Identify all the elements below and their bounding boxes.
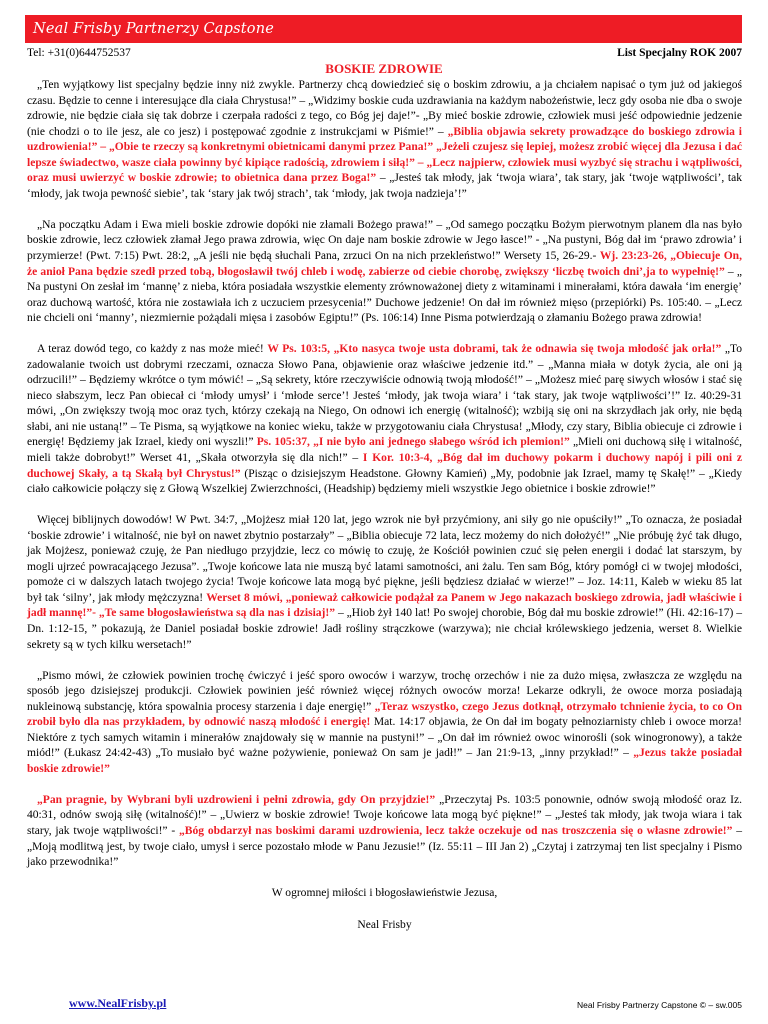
header-banner (25, 15, 742, 43)
body-text: „Na początku Adam i Ewa mieli boskie zdrowie dopóki nie złamali Bożego prawa!” – „Od samego początku Bożym pierwotnym planem dla nas było boskie zdrowie, lecz człowiek złamał Jego prawa zdrowia, więc On daje nam boskie zdrowie w Jego łasce!” - „Na pustyni, Bóg dał im ‘prawo zdrowia’ i przymierze! (Pwt. 7:15) Pwt. 28:2, „A jeśli nie będą słuchali Pana, zrzuci On na nich przekleństwo!” Wersety 15, 26-29.- (27, 218, 742, 262)
body-text: Więcej biblijnych dowodów! W Pwt. 34:7, „Mojżesz miał 120 lat, jego wzrok nie był przyćmiony, ani siły go nie opuściły!” „To oznacza, że posiadał ‘boskie zdrowie’ i witalność, nie był on nawet zbytnio postarzały” – „Biblia obiecuje 72 lata, lecz możemy do nich dołożyć!” „Nie próbuję żyć tak długo, jak Mojżesz, ponieważ czuję, że Pan niedługo przyjdzie, lecz co mówię to czuję, że Kościół powinien czuć się pełen energii i dodać lat starszym, by mogli ujrzeć powracającego Jezusa”. „Twoje końcowe lata nie muszą być latami samotności, ani żalu. Ten sam Bóg, który pomógł ci w twojej młodości, pomoże ci w dalszych latach twojego życia! Twoje końcowe lata mogą być piękne, jeśli będziesz działać w wierze!” – Joz. 14:11, Kaleb w wieku 85 lat był tak ‘silny’, jak młody mężczyzna! (27, 514, 742, 604)
emphasis-text: „Jezus także posiadał boskie zdrowie!” (27, 747, 742, 775)
paragraph (27, 342, 742, 497)
paragraph (27, 513, 742, 653)
paragraph (27, 669, 742, 778)
letter-label: List Specjalny ROK 2007 (617, 47, 742, 59)
emphasis-text: „Bóg obdarzył nas boskimi darami uzdrowienia, lecz także oczekuje od nas troszczenia się o własne zdrowie!” (179, 825, 733, 838)
website-link[interactable]: www.NealFrisby.pl (69, 996, 167, 1010)
paragraph (27, 78, 742, 202)
emphasis-text: W Ps. 103:5, „Kto nasyca twoje usta dobrami, tak że odnawia się twoja młodość jak orła!” (267, 343, 722, 356)
body-text: Mat. 14:17 objawia, że On dał im bogaty pełnoziarnisty chleb i owoce morza! Niektóre z tych samych witamin i minerałów znajdowały się w mannie na pustyni!” – „On dał im również owoc winorośli (sok winogronowy), a także miód!” (Łukasz 24:42-43) „To musiało być ważne pożywienie, ponieważ On sam je jadł!” – Jan 21:9-13, „inny przykład!” – (27, 716, 742, 760)
emphasis-text: Werset 8 mówi, „ponieważ całkowicie podążał za Panem w Jego nakazach boskiego zdrowia, jadł właściwie i jadł mannę!”- „Te same błogosławieństwa są dla nas i dzisiaj!” (27, 591, 742, 620)
emphasis-text: I Kor. 10:3-4, „Bóg dał im duchowy pokarm i duchowy napój i pili oni z duchowej Skały, a tą Skałą był Chrystus!” (27, 452, 742, 480)
emphasis-text: „Pan pragnie, by Wybrani byli uzdrowieni i pełni zdrowia, gdy On przyjdzie!” (37, 793, 436, 806)
emphasis-text: „Biblia objawia sekrety prowadzące do boskiego zdrowia i uzdrowienia!” – „Obie te rzeczy są konkretnymi obietnicami danymi przez Pana!” „Jeżeli czujesz się lepiej, możesz zrobić więcej dla Jezusa i dać lepsze świadectwo, wasze ciała powinny być kipiące radością, zdrowiem i siłą!” – „Lecz najpierw, człowiek musi wyzbyć się strachu i wątpliwości, oraz musi uwierzyć w boskie zdrowie; to obietnica dana przez Boga!” (27, 125, 742, 185)
closing-line: W ogromnej miłości i błogosławieństwie Jezusa, (271, 887, 498, 900)
letter-body (27, 78, 742, 949)
document-title: BOSKIE ZDROWIE (325, 61, 443, 76)
body-text: A teraz dowód tego, co każdy z nas może mieć! (37, 343, 268, 356)
paragraph (27, 218, 742, 327)
banner-title: Neal Frisby Partnerzy Capstone (33, 21, 275, 37)
body-text: „Mieli oni duchową siłę i witalność, mieli także dobrobyt!” Werset 41, „Skała otworzyła się dla nich!” – (27, 436, 742, 465)
emphasis-text: Wj. 23:23-26, „Obiecuje On, że anioł Pana będzie szedł przed tobą, błogosławił twój chleb i wodę, zabierze od ciebie chorobę, zwiększy ‘liczbę twoich dni’,ja to wypełnię!” (27, 249, 742, 278)
body-text: „To zadowalanie twoich ust dobrymi rzeczami, oznacza Słowo Pana, objawienie oraz właściwe jedzenie itd.” – „Manna miała w dotyk życia, ale oni ją odrzucili!” – Będziemy wkrótce o tym mówić! – „Są sekrety, które rzeczywiście odnowią twoją młodość!” – „Możesz mieć parę siwych włosów i stać się nieco słabszym, lecz Pan obiecał ci ‘młody umysł’ i ‘młode serce’! Jesteś ‘młody, jak twoja wiara’ i ‘tak stary, jak twoje wątpliwości’!” Iz. 40:29-31 mówi, „On zwiększy twoją moc oraz tych, którzy czekają na Niego, On odnowi ich energię (witalność); wzbiją się oni na skrzydłach jak orły, nie będą słabi, ani nie ustaną!” – Te Pisma, są wyjątkowe na koniec wieku, także w przygotowaniu ciała Chrystusa! „Młody, czy stary, Biblia obiecuje ci zdrowie i energię! Będziemy jak Izrael, kiedy oni wyszli!” (27, 343, 742, 449)
body-text: „Ten wyjątkowy list specjalny będzie inny niż zwykle. Partnerzy chcą dowiedzieć się o boskim zdrowiu, a ja chciałem napisać o tym już od jakiegoś czasu. Będzie to cenne i interesujące dla ciała Chrystusa!” – „Widzimy boskie cuda uzdrawiania na każdym nabożeństwie, lecz gdy osoba nie dba o swoje zdrowie, nie będzie ciała się tak dobrze i czerpała radości z tego, co Bóg jej daje!”- „By mieć boskie zdrowie, człowiek musi jeść odpowiednie jedzenie (nie chodzi o to ile jesz, ale co jesz) i postępować zgodnie z instrukcjami w Piśmie!” – (27, 79, 742, 138)
signature: Neal Frisby (357, 918, 412, 931)
body-text: „Pismo mówi, że człowiek powinien trochę ćwiczyć i jeść sporo owoców i warzyw, trochę orzechów i nie za dużo mięsa, zwłaszcza ze względu na sposób jego dzisiejszej produkcji. Człowiek powinien jeść również więcej różnych owoców morza! Lekarze odkryli, że owoce morza posiadają nukleinową substancję, która spowalnia procesy starzenia i daje energię!” (27, 669, 742, 713)
body-text: – „ Na pustyni On zesłał im ‘mannę’ z nieba, która posiadała wszystkie elementy zrównoważonej diety z witaminami i minerałami, która dawała ‘im energię’ oraz duchową wartość, która nie zostawiała ich z uczuciem przesycenia!” Duchowe jedzenie! On dał im również mięso (przepiórki) Ps. 105:40. – „Lecz nie chcieli oni ‘manny’, niezmiernie pożądali mięsa i zasobów Egiptu!” (Ps. 106:14) Inne Pisma potwierdzają o złamaniu Bożego prawa zdrowia! (27, 265, 742, 325)
header-info-line (27, 45, 742, 61)
body-text: – „Moją modlitwą jest, by twoje ciało, umysł i serce pozostało młode w Panu Jezusie!” (Iz. 55:11 – III Jan 2) „Czytaj i zatrzymaj ten list specjalny i Pismo jako przewodnika!” (27, 825, 742, 869)
emphasis-text: Ps. 105:37, „I nie było ani jednego słabego wśród ich plemion!” (256, 436, 570, 449)
body-text: „Przeczytaj Ps. 103:5 ponownie, odnów swoją młodość oraz Iz. 40:31, odnów swoją siłę (witalność)!” – „Uwierz w boskie zdrowie! Twoje końcowe lata mogą być piękne!” – „Jesteś tak młody, jak twoja wiara i tak stary, jak twoje wątpliwości!” - (27, 793, 742, 838)
body-text: (Pisząc o dzisiejszym Headstone. Głowny Kamień) „My, podobnie jak Izrael, mamy tę Skałę!” – „Kiedy ciało całkowicie połączy się z Głową Wszelkiej Zwierzchności, (Headship) będziemy mieli wszystkie Jego obietnice i boskie zdrowie!” (27, 467, 742, 496)
body-text: – „Jesteś tak młody, jak ‘twoja wiara’, tak stary, jak ‘twoje wątpliwości’, tak ‘młody, jak twoja pewność siebie’, tak ‘stary jak twój strach’, tak ‘młody, jak twoja nadzieja’!” (27, 172, 742, 200)
footer-copyright: Neal Frisby Partnerzy Capstone © – sw.005 (576, 1000, 742, 1010)
phone-number: Tel: +31(0)644752537 (27, 47, 131, 59)
emphasis-text: „Teraz wszystko, czego Jezus dotknął, otrzymało tchnienie życia, to co On zrobił było dla nas przykładem, by odnowić naszą młodość i energię! (27, 700, 742, 729)
paragraph (27, 793, 742, 871)
body-text: – „Hiob żył 140 lat! Po swojej chorobie, Bóg dał mu boskie zdrowie!” (Hi. 42:16-17) – Dn. 1:12-15, ” pokazują, że Daniel posiadał boskie zdrowie! Jadł rośliny strączkowe (warzywa); nie chciał królewskiego jedzenia, werset 8. Wielkie sekrety są w tych kilku wersetach!” (27, 607, 742, 651)
